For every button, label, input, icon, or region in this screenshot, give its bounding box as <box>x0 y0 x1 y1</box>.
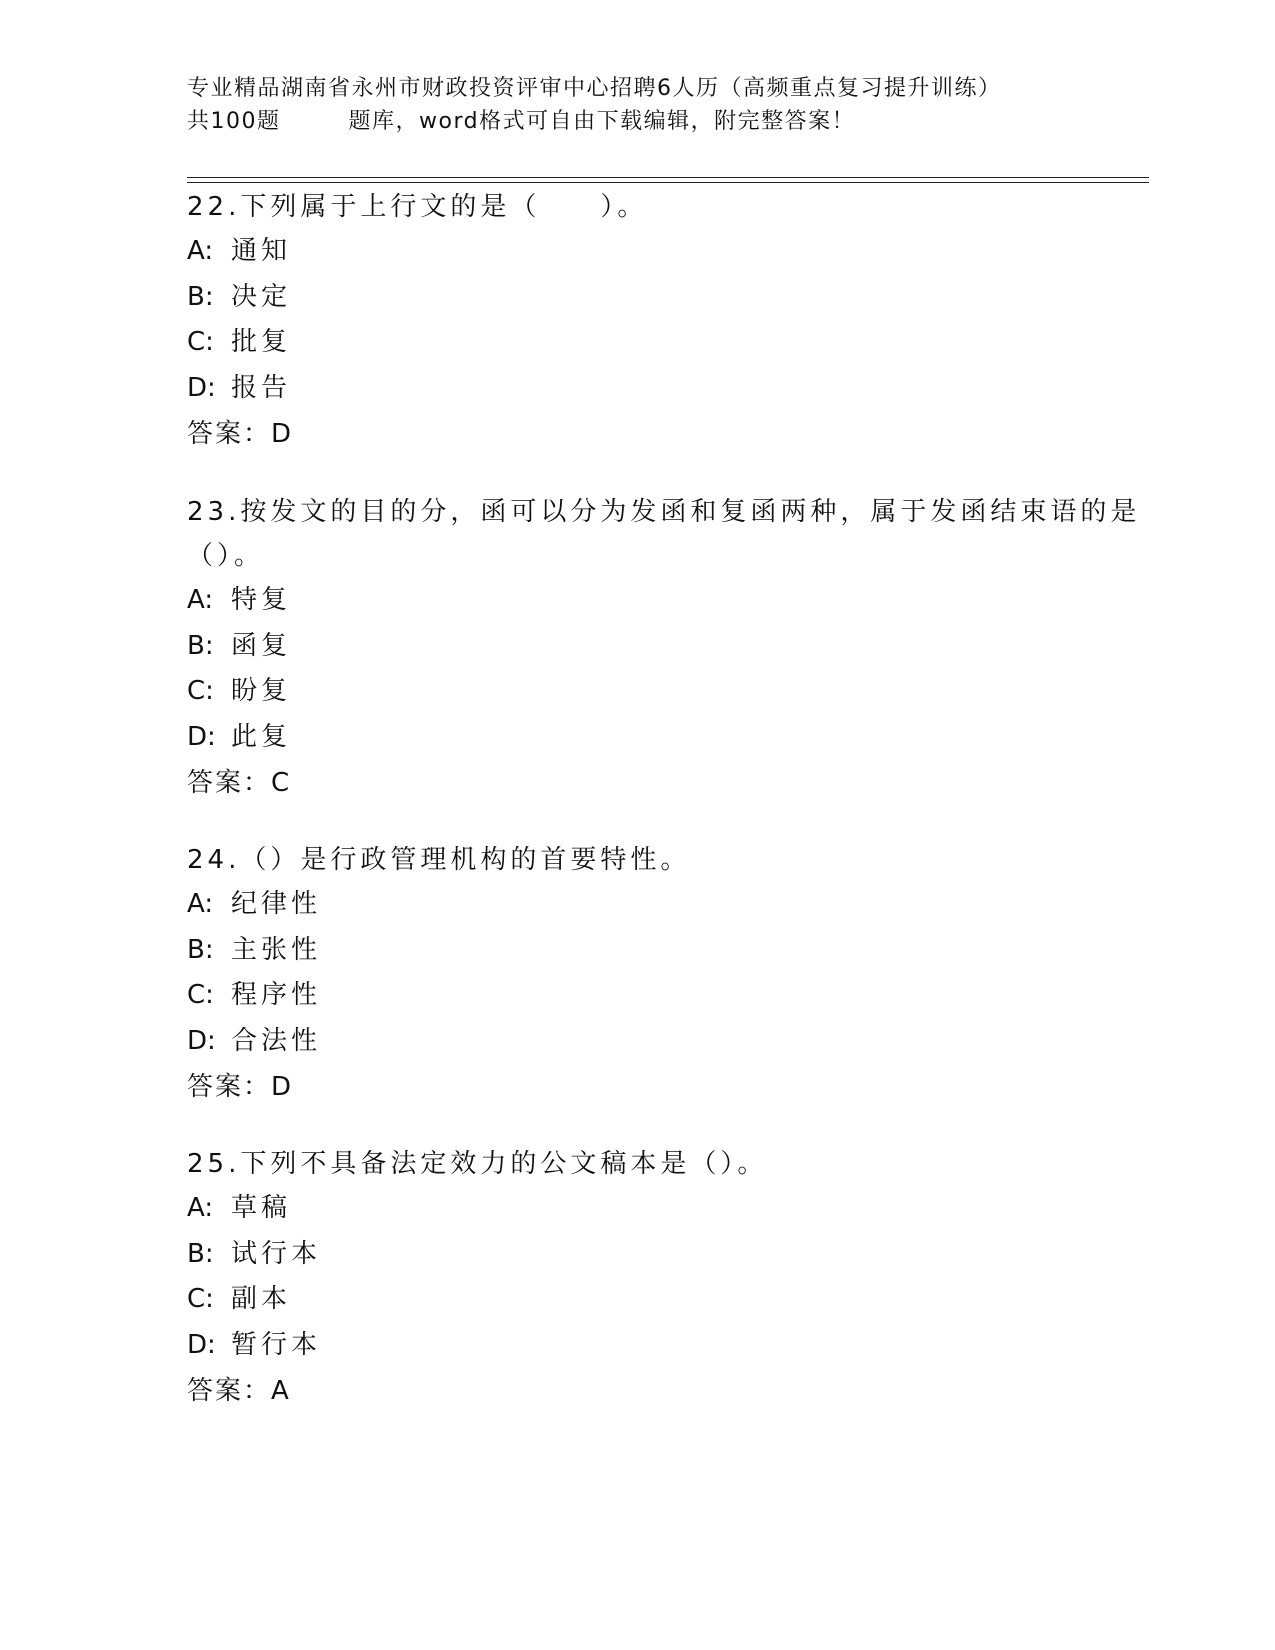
option-a <box>187 578 1149 624</box>
header-divider-top <box>187 177 1149 178</box>
option-letter: C: <box>187 1284 214 1314</box>
question-text: 23.按发文的目的分，函可以分为发函和复函两种，属于发函结束语的是（）。 <box>187 497 1141 571</box>
option-a <box>187 882 1149 928</box>
option-text: 报告 <box>231 372 292 403</box>
question-23 <box>187 490 1149 806</box>
header-subtitle-line <box>187 105 1149 138</box>
option-b <box>187 1232 1149 1278</box>
option-b <box>187 275 1149 321</box>
option-letter: B: <box>187 630 214 661</box>
option-b <box>187 624 1149 670</box>
document-header <box>187 72 1149 138</box>
option-d <box>187 1323 1149 1369</box>
answer-line <box>187 1368 1149 1414</box>
document-page <box>187 0 1149 1650</box>
question-text: 25.下列不具备法定效力的公文稿本是（）。 <box>187 1149 768 1179</box>
option-text: 主张性 <box>231 934 322 965</box>
option-text: 函复 <box>231 630 292 661</box>
option-letter: C: <box>187 980 214 1010</box>
option-text: 通知 <box>231 236 292 266</box>
answer-value: D <box>271 419 293 449</box>
answer-label: 答案： <box>187 768 272 798</box>
answer-value: A <box>271 1376 290 1406</box>
answer-value: C <box>271 768 291 798</box>
answer-line <box>187 411 1149 457</box>
option-text: 暂行本 <box>231 1329 322 1360</box>
header-description: 题库，word格式可自由下载编辑，附完整答案！ <box>348 109 856 134</box>
option-c <box>187 320 1149 366</box>
option-text: 程序性 <box>231 980 322 1010</box>
answer-value: D <box>271 1072 293 1102</box>
question-24 <box>187 838 1149 1110</box>
option-letter: A: <box>187 236 214 266</box>
header-question-count: 共100题 <box>187 109 281 134</box>
option-text: 试行本 <box>231 1238 322 1269</box>
answer-label: 答案： <box>187 1376 272 1406</box>
option-text: 此复 <box>231 721 292 752</box>
option-c <box>187 973 1149 1019</box>
option-text: 纪律性 <box>231 889 322 919</box>
option-letter: D: <box>187 1025 216 1056</box>
option-letter: D: <box>187 1329 216 1360</box>
option-letter: A: <box>187 889 214 919</box>
option-text: 批复 <box>231 327 292 357</box>
option-letter: A: <box>187 1193 214 1223</box>
answer-label: 答案： <box>187 1072 272 1102</box>
answer-label: 答案： <box>187 419 272 449</box>
option-d <box>187 366 1149 412</box>
question-text: 22.下列属于上行文的是（ ）。 <box>187 192 648 222</box>
question-25 <box>187 1142 1149 1414</box>
question-text: 24.（）是行政管理机构的首要特性。 <box>187 845 691 875</box>
option-text: 合法性 <box>231 1025 322 1056</box>
option-a <box>187 229 1149 275</box>
option-letter: C: <box>187 676 214 706</box>
option-text: 盼复 <box>231 676 292 706</box>
option-letter: B: <box>187 1238 214 1269</box>
option-a <box>187 1186 1149 1232</box>
option-letter: D: <box>187 372 216 403</box>
option-text: 副本 <box>231 1284 292 1314</box>
option-c <box>187 1277 1149 1323</box>
option-text: 草稿 <box>231 1193 292 1223</box>
option-text: 特复 <box>231 585 292 615</box>
option-letter: B: <box>187 281 214 312</box>
header-title-line: 专业精品湖南省永州市财政投资评审中心招聘6人历（高频重点复习提升训练） <box>187 76 1002 101</box>
option-letter: C: <box>187 327 214 357</box>
option-c <box>187 669 1149 715</box>
option-letter: D: <box>187 721 216 752</box>
question-22 <box>187 185 1149 457</box>
option-text: 决定 <box>231 281 292 312</box>
header-divider-bottom <box>187 182 1149 183</box>
answer-line <box>187 760 1149 806</box>
answer-line <box>187 1064 1149 1110</box>
option-letter: B: <box>187 934 214 965</box>
option-d <box>187 715 1149 761</box>
option-b <box>187 928 1149 974</box>
option-letter: A: <box>187 585 214 615</box>
option-d <box>187 1019 1149 1065</box>
